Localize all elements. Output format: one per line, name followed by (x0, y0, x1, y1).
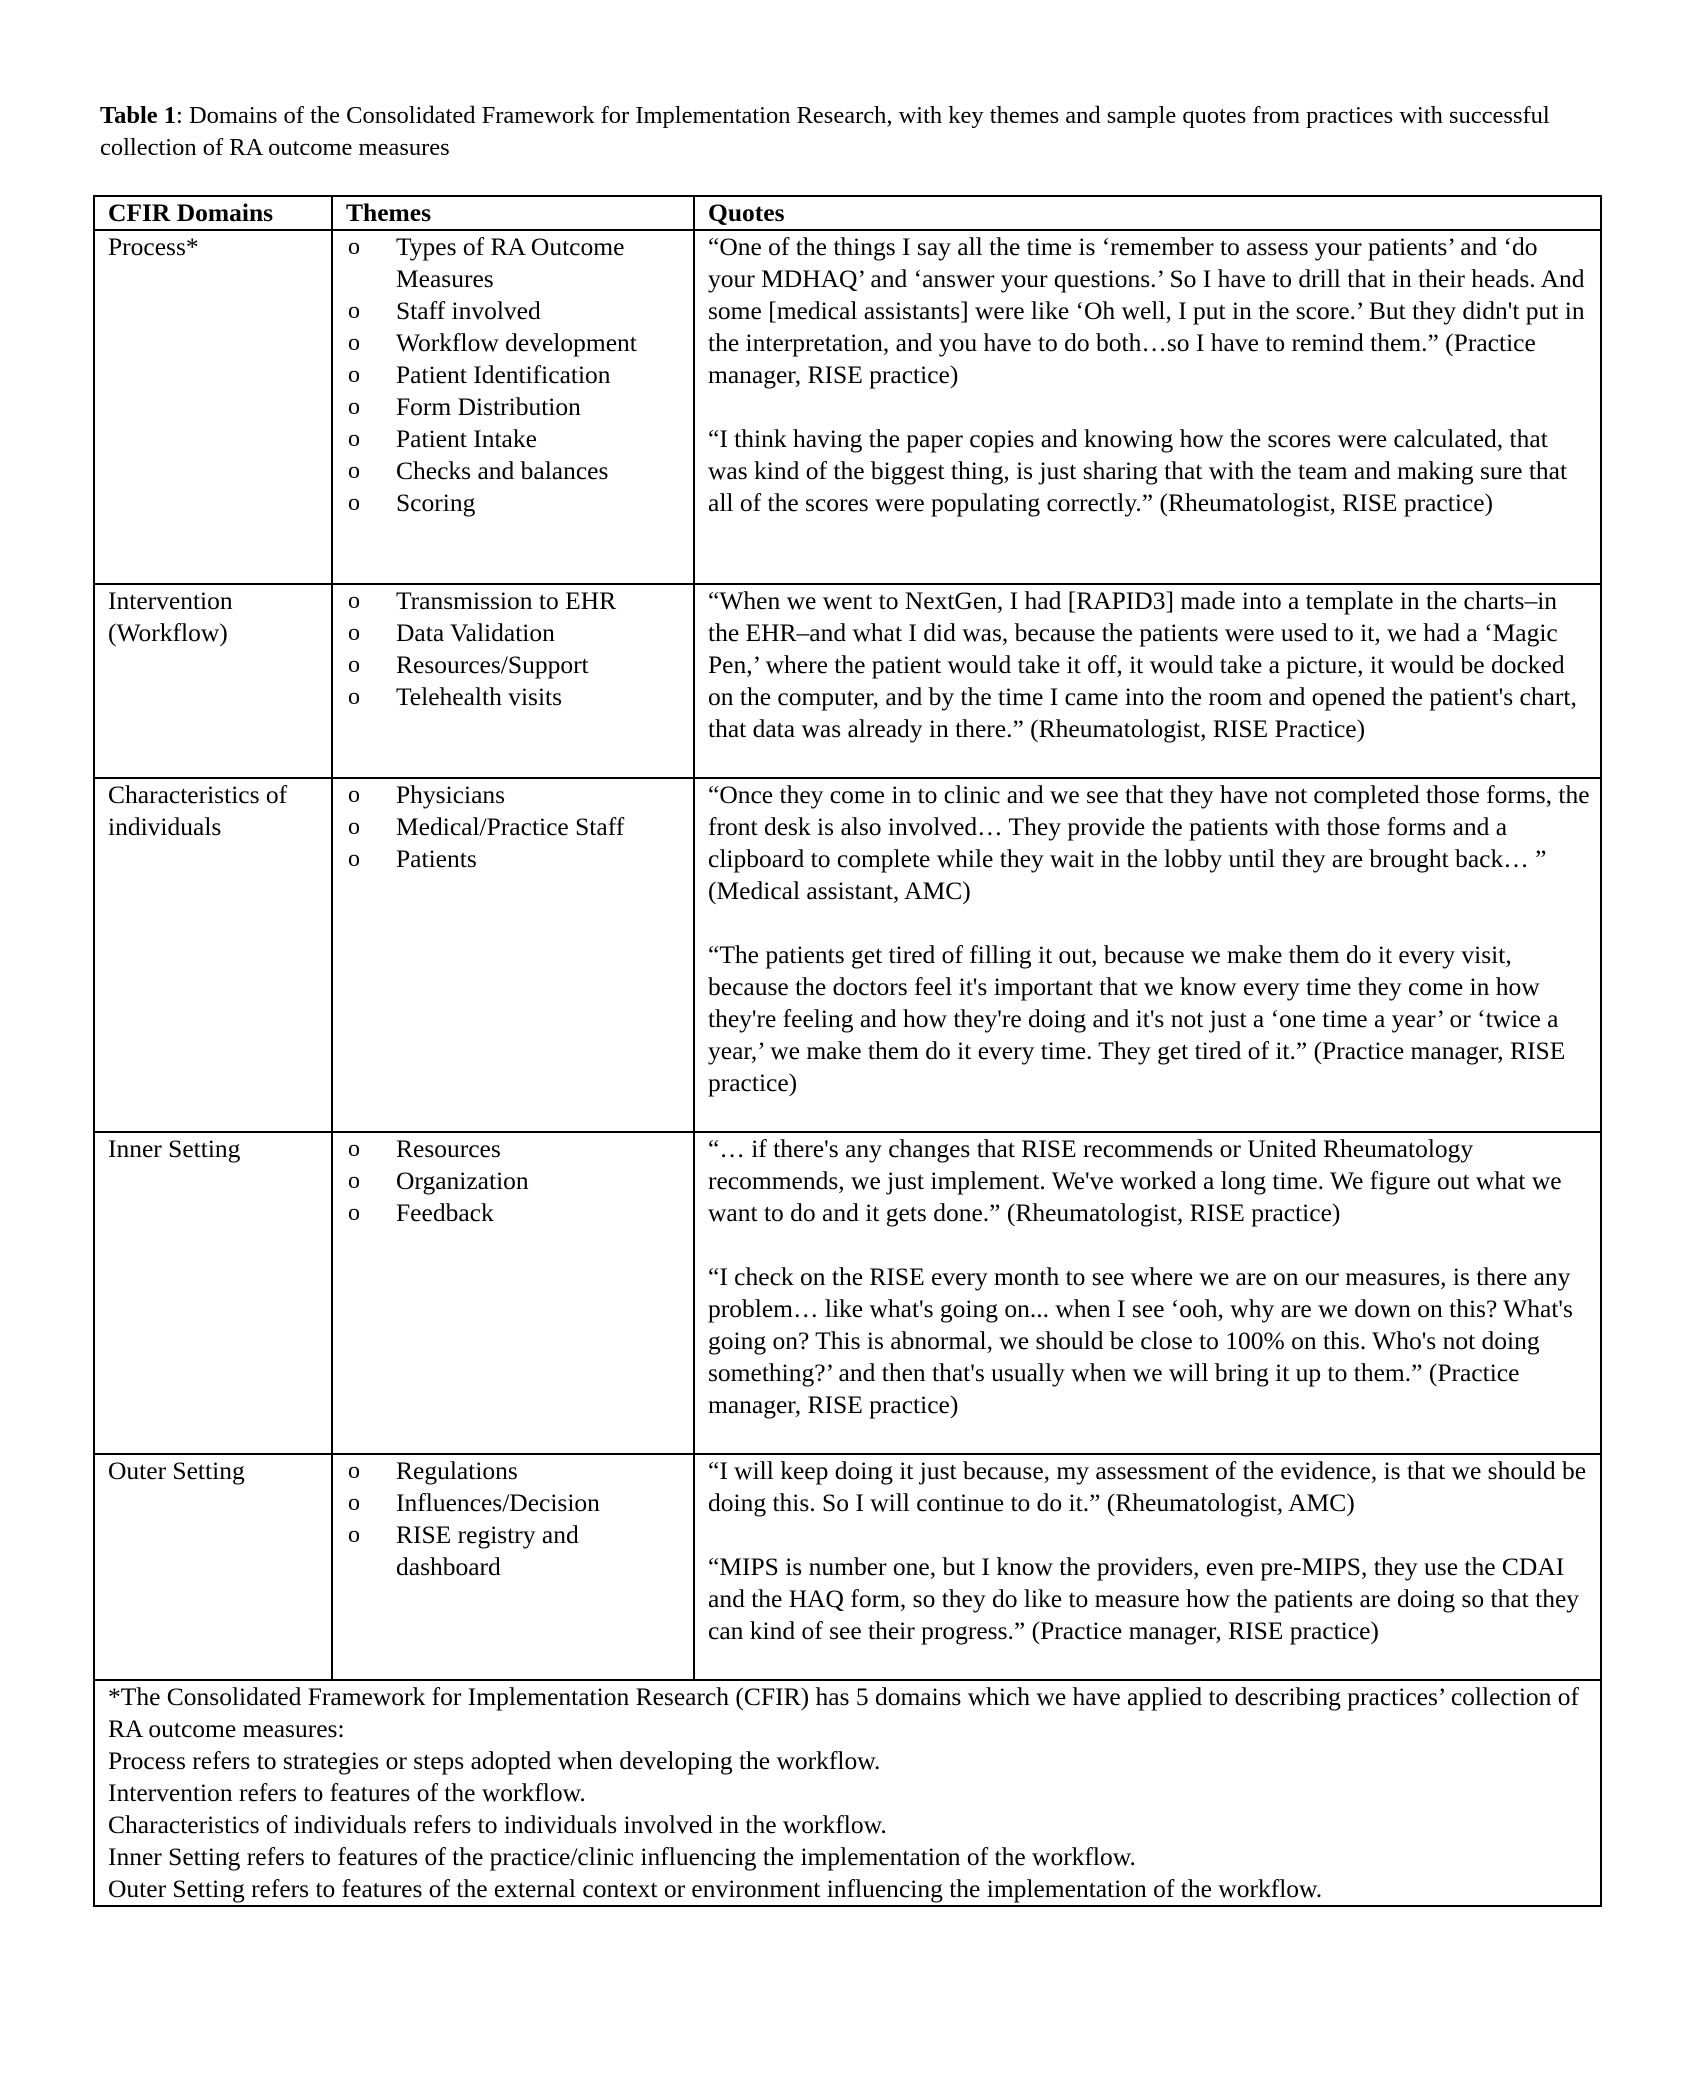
bullet-circle-icon: o (348, 588, 360, 614)
header-themes: Themes (332, 196, 694, 230)
cfir-table (93, 195, 1602, 1907)
footnote-line: Outer Setting refers to features of the external context or environment influencing the implementation of the workflow. (108, 1874, 1323, 1903)
themes-cell (332, 584, 694, 778)
quote-text: “I will keep doing it just because, my assessment of the evidence, is that we should be doing this. So I will continue to do it.” (Rheumatologist, AMC) (708, 1456, 1587, 1517)
theme-label: Organization (396, 1166, 529, 1195)
theme-label: Patient Identification (396, 360, 611, 389)
theme-item (346, 779, 683, 811)
theme-item (346, 391, 683, 423)
footnote-line: *The Consolidated Framework for Implementation Research (CFIR) has 5 domains which we have applied to describing practices’ collection of RA outcome measures: (108, 1682, 1580, 1743)
theme-label: Staff involved (396, 296, 541, 325)
table-row-inner-setting (94, 1132, 1601, 1454)
themes-cell (332, 778, 694, 1132)
table-row-outer-setting (94, 1454, 1601, 1680)
footnote-line: Inner Setting refers to features of the practice/clinic influencing the implementation of the workflow. (108, 1842, 1136, 1871)
theme-label: Patient Intake (396, 424, 537, 453)
bullet-circle-icon: o (348, 234, 360, 260)
header-cfir-domains: CFIR Domains (94, 196, 332, 230)
theme-label: Patients (396, 844, 477, 873)
domain-cell: Intervention (Workflow) (94, 584, 332, 778)
theme-label: Workflow development (396, 328, 637, 357)
domain-cell: Inner Setting (94, 1132, 332, 1454)
theme-label: Telehealth visits (396, 682, 563, 711)
bullet-circle-icon: o (348, 1200, 360, 1226)
header-quotes: Quotes (694, 196, 1601, 230)
themes-cell (332, 1132, 694, 1454)
footnote-line: Process refers to strategies or steps adopted when developing the workflow. (108, 1746, 881, 1775)
quotes-cell (694, 1132, 1601, 1454)
theme-item (346, 1519, 683, 1583)
footnote-cell (94, 1680, 1601, 1906)
table-row-process (94, 230, 1601, 584)
theme-label: Feedback (396, 1198, 494, 1227)
theme-item (346, 359, 683, 391)
footnote-line: Characteristics of individuals refers to individuals involved in the workflow. (108, 1810, 887, 1839)
table-caption-text: : Domains of the Consolidated Framework for Implementation Research, with key themes and sample quotes from practices with successful collection of RA outcome measures (100, 102, 1550, 161)
table-caption-label: Table 1 (100, 102, 177, 129)
themes-list (346, 1133, 683, 1229)
bullet-circle-icon: o (348, 490, 360, 516)
theme-item (346, 231, 683, 295)
quotes-cell (694, 1454, 1601, 1680)
quotes-cell (694, 584, 1601, 778)
theme-item (346, 487, 683, 519)
quote-text: “The patients get tired of filling it out, because we make them do it every visit, because the doctors feel it's important that we know every time they come in how they're feeling and how they're doing and it's not just a ‘one time a year’ or ‘twice a year,’ we make them do it every time. They get tired of it.” (Practice manager, RISE practice) (708, 940, 1566, 1097)
bullet-circle-icon: o (348, 426, 360, 452)
theme-item (346, 455, 683, 487)
theme-label: Medical/Practice Staff (396, 812, 625, 841)
theme-item (346, 1197, 683, 1229)
theme-label: Physicians (396, 780, 506, 809)
domain-cell: Outer Setting (94, 1454, 332, 1680)
themes-list (346, 585, 683, 713)
bullet-circle-icon: o (348, 652, 360, 678)
bullet-circle-icon: o (348, 1136, 360, 1162)
bullet-circle-icon: o (348, 1458, 360, 1484)
quote-text: “When we went to NextGen, I had [RAPID3] made into a template in the charts–in the EHR–and what I did was, because the patients were used to it, we had a ‘Magic Pen,’ where the patient would take it off, it would take a picture, it would be docked on the computer, and by the time I came into the room and opened the patient's chart, that data was already in there.” (Rheumatologist, RISE Practice) (708, 586, 1577, 743)
theme-label: Form Distribution (396, 392, 581, 421)
theme-label: Data Validation (396, 618, 555, 647)
table-row-characteristics (94, 778, 1601, 1132)
bullet-circle-icon: o (348, 1522, 360, 1548)
table-footnote-row (94, 1680, 1601, 1906)
quotes-cell (694, 230, 1601, 584)
bullet-circle-icon: o (348, 814, 360, 840)
theme-item (346, 1487, 683, 1519)
themes-cell (332, 230, 694, 584)
themes-list (346, 779, 683, 875)
bullet-circle-icon: o (348, 782, 360, 808)
theme-item (346, 681, 683, 713)
themes-list (346, 231, 683, 519)
theme-item (346, 1133, 683, 1165)
theme-label: RISE registry and dashboard (396, 1520, 579, 1581)
theme-item (346, 295, 683, 327)
theme-label: Types of RA Outcome Measures (396, 232, 625, 293)
theme-label: Transmission to EHR (396, 586, 617, 615)
theme-label: Regulations (396, 1456, 518, 1485)
bullet-circle-icon: o (348, 684, 360, 710)
bullet-circle-icon: o (348, 394, 360, 420)
quote-text: “One of the things I say all the time is ‘remember to assess your patients’ and ‘do your MDHAQ’ and ‘answer your questions.’ So I have to drill that in their heads. And some [medical assistants] were like ‘Oh well, I put in the score.’ But they didn't put in the interpretation, and you have to do both…so I have to remind them.” (Practice manager, RISE practice) (708, 232, 1585, 389)
quote-text: “… if there's any changes that RISE recommends or United Rheumatology recommends, we just implement. We've worked a long time. We figure out what we want to do and it gets done.” (Rheumatologist, RISE practice) (708, 1134, 1562, 1227)
domain-cell: Process* (94, 230, 332, 584)
quote-text: “MIPS is number one, but I know the providers, even pre-MIPS, they use the CDAI and the HAQ form, so they do like to measure how the patients are doing so that they can kind of see their progress.” (Practice manager, RISE practice) (708, 1552, 1580, 1645)
footnote-line: Intervention refers to features of the workflow. (108, 1778, 586, 1807)
quote-text: “I think having the paper copies and knowing how the scores were calculated, that was kind of the biggest thing, is just sharing that with the team and making sure that all of the scores were populating correctly.” (Rheumatologist, RISE practice) (708, 424, 1568, 517)
theme-item (346, 843, 683, 875)
theme-label: Checks and balances (396, 456, 609, 485)
theme-label: Resources/Support (396, 650, 589, 679)
bullet-circle-icon: o (348, 1168, 360, 1194)
table-header-row (94, 196, 1601, 230)
theme-label: Influences/Decision (396, 1488, 600, 1517)
themes-list (346, 1455, 683, 1583)
quote-text: “I check on the RISE every month to see where we are on our measures, is there any problem… like what's going on... when I see ‘ooh, why are we down on this? What's going on? This is abnormal, we should be close to 100% on this. Who's not doing something?’ and then that's usually when we will bring it up to them.” (Practice manager, RISE practice) (708, 1262, 1573, 1419)
bullet-circle-icon: o (348, 458, 360, 484)
domain-cell: Characteristics of individuals (94, 778, 332, 1132)
theme-item (346, 585, 683, 617)
theme-item (346, 811, 683, 843)
bullet-circle-icon: o (348, 620, 360, 646)
theme-item (346, 327, 683, 359)
theme-item (346, 1165, 683, 1197)
theme-item (346, 423, 683, 455)
bullet-circle-icon: o (348, 1490, 360, 1516)
theme-item (346, 617, 683, 649)
theme-label: Resources (396, 1134, 501, 1163)
themes-cell (332, 1454, 694, 1680)
table-caption (100, 100, 1600, 164)
theme-item (346, 1455, 683, 1487)
bullet-circle-icon: o (348, 362, 360, 388)
bullet-circle-icon: o (348, 846, 360, 872)
theme-item (346, 649, 683, 681)
bullet-circle-icon: o (348, 298, 360, 324)
quote-text: “Once they come in to clinic and we see that they have not completed those forms, the front desk is also involved… They provide the patients with those forms and a clipboard to complete while they wait in the lobby until they are brought back… ” (Medical assistant, AMC) (708, 780, 1590, 905)
table-row-intervention (94, 584, 1601, 778)
theme-label: Scoring (396, 488, 476, 517)
quotes-cell (694, 778, 1601, 1132)
bullet-circle-icon: o (348, 330, 360, 356)
